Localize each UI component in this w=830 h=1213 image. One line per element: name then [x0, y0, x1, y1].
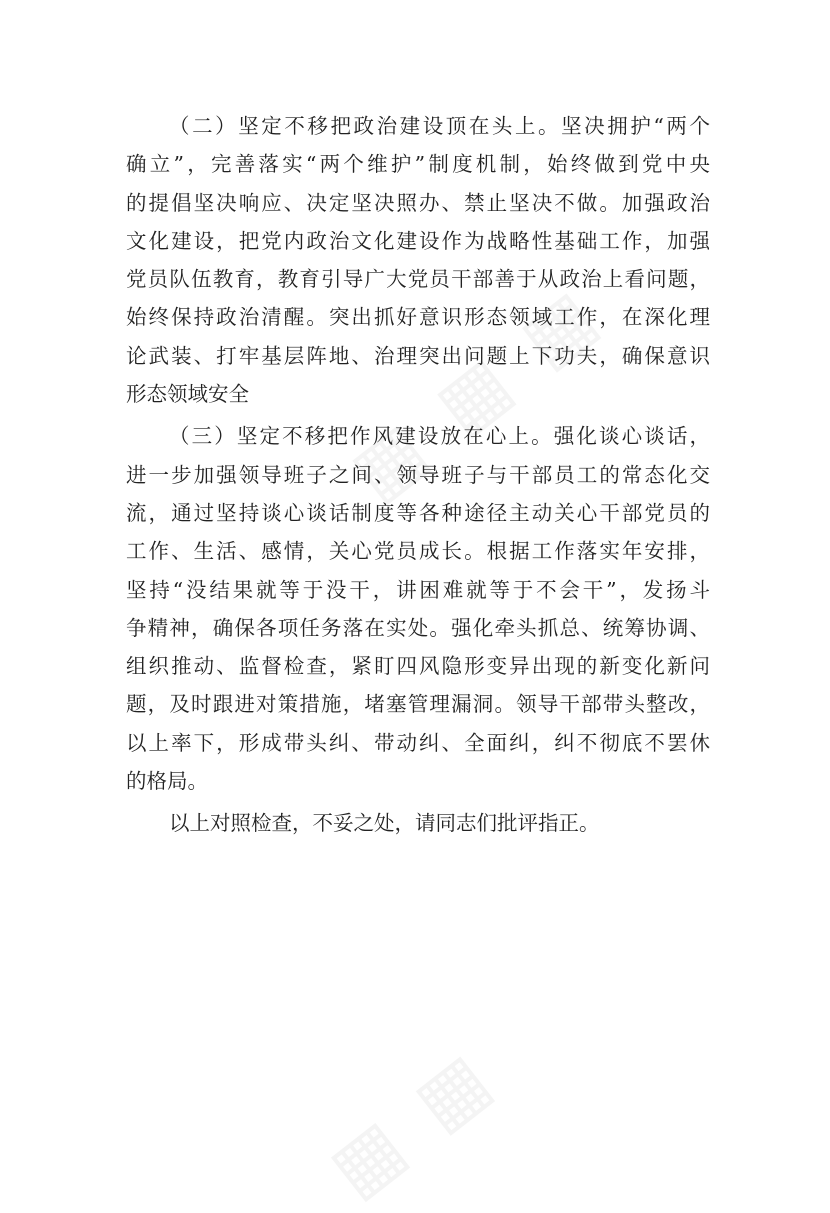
paragraph-section-3 — [126, 417, 710, 800]
paragraph-line: 以上率下，形成带头纠、带动纠、全面纠，纠不彻底不罢休 — [126, 730, 710, 755]
paragraph-line: 始终保持政治清醒。突出抓好意识形态领域工作，在深化理 — [126, 305, 710, 330]
paragraph-line: 的格局。 — [126, 769, 208, 794]
paragraph-line: 党员队伍教育，教育引导广大党员干部善于从政治上看问题， — [126, 267, 710, 292]
paragraph-line: 流，通过坚持谈心谈话制度等各种途径主动关心干部党员的 — [126, 500, 710, 525]
paragraph-line: （三）坚定不移把作风建设放在心上。强化谈心谈话， — [169, 424, 710, 449]
paragraph-closing — [126, 804, 710, 842]
paragraph-line: 进一步加强领导班子之间、领导班子与干部员工的常态化交 — [126, 462, 710, 487]
paragraph-line: 坚持“没结果就等于没干，讲困难就等于不会干”，发扬斗 — [126, 577, 710, 602]
paragraph-line: 的提倡坚决响应、决定坚决照办、禁止坚决不做。加强政治 — [126, 190, 710, 215]
paragraph-line: 确立”，完善落实“两个维护”制度机制，始终做到党中央 — [126, 152, 710, 177]
paragraph-section-2 — [126, 107, 710, 413]
paragraph-line: 工作、生活、感情，关心党员成长。根据工作落实年安排， — [126, 539, 710, 564]
paragraph-line: 论武装、打牢基层阵地、治理突出问题上下功夫，确保意识 — [126, 343, 710, 368]
watermark — [313, 1033, 511, 1213]
document-body — [126, 107, 710, 843]
paragraph-line: 题，及时跟进对策措施，堵塞管理漏洞。领导干部带头整改， — [126, 692, 710, 717]
paragraph-line: 形态领域安全 — [126, 382, 249, 407]
paragraph-line: 文化建设，把党内政治文化建设作为战略性基础工作，加强 — [126, 228, 710, 253]
paragraph-line: 以上对照检查，不妥之处，请同志们批评指正。 — [169, 811, 600, 836]
paragraph-line: 争精神，确保各项任务落在实处。强化牵头抓总、统筹协调、 — [126, 615, 710, 640]
paragraph-line: （二）坚定不移把政治建设顶在头上。坚决拥护“两个 — [169, 114, 710, 138]
paragraph-line: 组织推动、监督检查，紧盯四风隐形变异出现的新变化新问 — [126, 654, 710, 679]
